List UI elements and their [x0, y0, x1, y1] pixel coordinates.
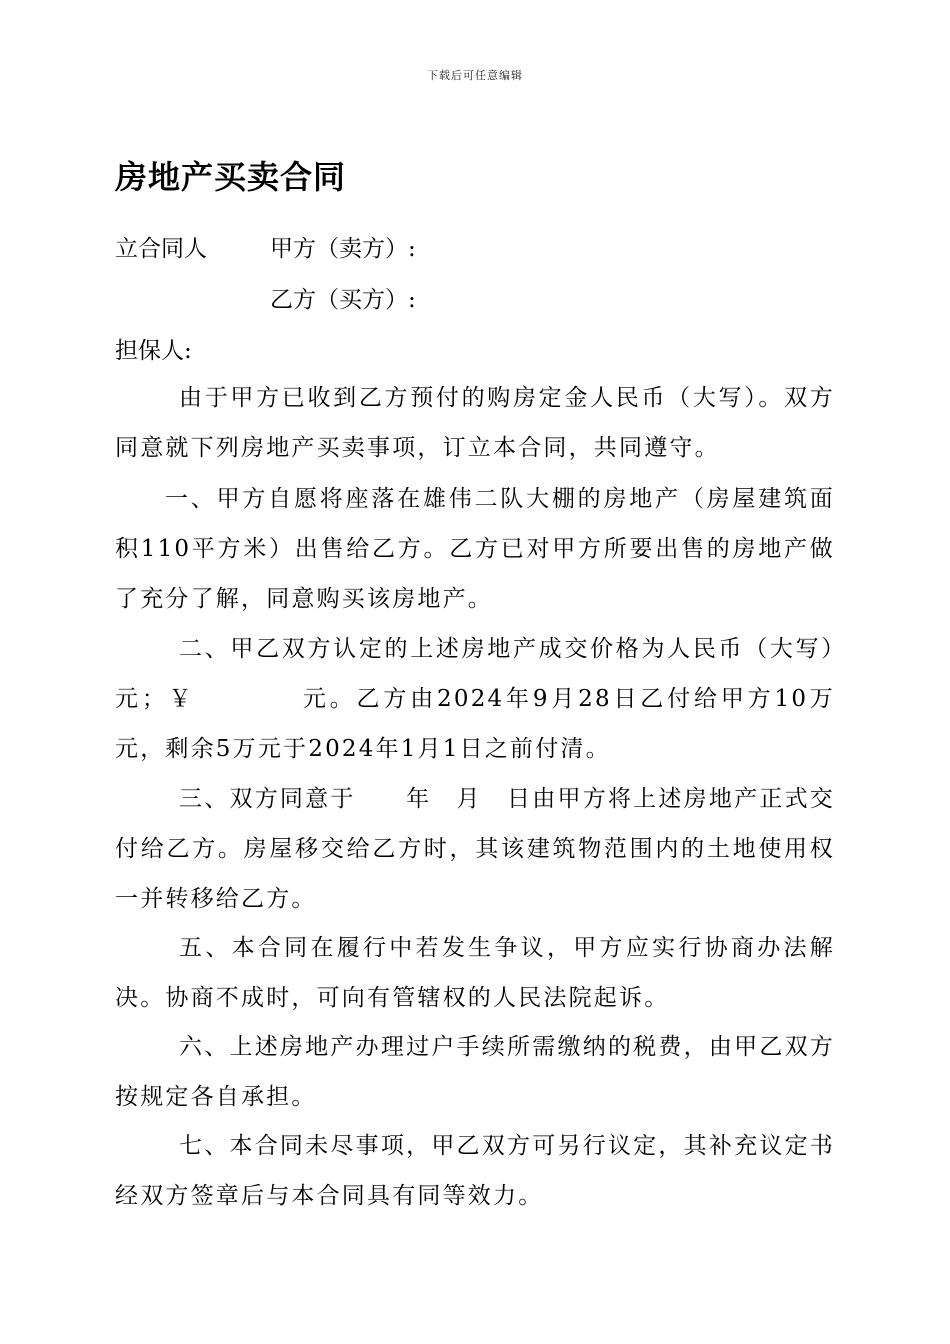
document-title: 房地产买卖合同 — [115, 158, 347, 196]
paragraph-clause-7: 七、本合同未尽事项，甲乙双方可另行议定，其补充议定书经双方签章后与本合同具有同等效力。 — [115, 1133, 835, 1209]
party-a-seller: 甲方（卖方）: — [270, 236, 416, 262]
guarantor-label: 担保人: — [115, 338, 192, 364]
paragraph-clause-1: 一、甲方自愿将座落在雄伟二队大棚的房地产（房屋建筑面积110平方米）出售给乙方。乙方已对甲方所要出售的房地产做了充分了解，同意购买该房地产。 — [115, 486, 835, 612]
contract-parties-label: 立合同人 — [115, 236, 207, 262]
paragraph-clause-5: 五、本合同在履行中若发生争议，甲方应实行协商办法解决。协商不成时，可向有管辖权的人民法院起诉。 — [115, 935, 835, 1011]
header-note: 下载后可任意编辑 — [427, 69, 523, 82]
party-b-buyer: 乙方（买方）: — [270, 287, 416, 313]
paragraph-clause-2: 二、甲乙双方认定的上述房地产成交价格为人民币（大写） 元；￥ 元。乙方由2024年9月28日乙付给甲方10万元，剩余5万元于2024年1月1日之前付清。 — [115, 636, 886, 762]
paragraph-clause-3: 三、双方同意于 年 月 日由甲方将上述房地产正式交付给乙方。房屋移交给乙方时，其该建筑物范围内的土地使用权一并转移给乙方。 — [115, 786, 835, 912]
paragraph-clause-6: 六、上述房地产办理过户手续所需缴纳的税费，由甲乙双方按规定各自承担。 — [115, 1034, 835, 1110]
paragraph-deposit: 由于甲方已收到乙方预付的购房定金人民币（大写）。双方同意就下列房地产买卖事项，订立本合同，共同遵守。 — [115, 385, 835, 461]
